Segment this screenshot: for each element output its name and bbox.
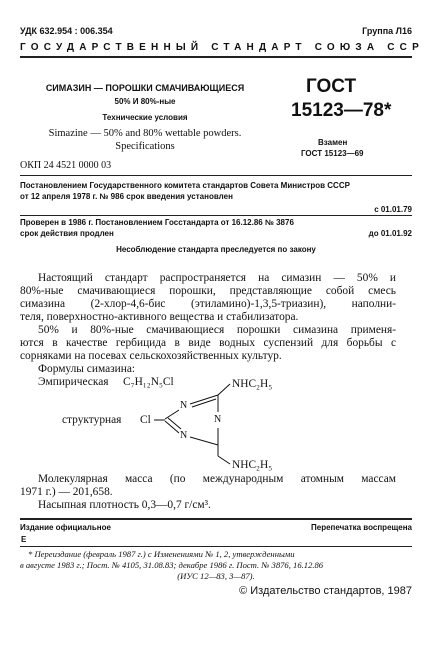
footnote-rule: [20, 546, 412, 547]
extension-line: срок действия продлен: [20, 229, 114, 238]
molecular-mass-line1: Молекулярная масса (по международным атомным массам: [38, 473, 396, 485]
bottom-nh-bond: [218, 456, 230, 464]
paragraph-line: сорняками на посевах сельскохозяйственных культур.: [20, 350, 282, 362]
ring-double-bond: [192, 399, 216, 407]
legal-warning: Несоблюдение стандарта преследуется по закону: [116, 245, 316, 254]
udk-code: УДК 632.954 : 006.354: [20, 26, 113, 36]
state-standard-heading: ГОСУДАРСТВЕННЫЙ СТАНДАРТ СОЮЗА ССР: [20, 42, 424, 53]
paragraph-line: 50% и 80%-ные смачивающиеся порошки симазина применя-: [38, 324, 396, 336]
title-en-line2: Specifications: [115, 141, 175, 152]
group-code: Группа Л16: [362, 26, 412, 36]
title-ru-line2: 50% И 80%-ные: [114, 97, 176, 106]
reprint-forbidden-label: Перепечатка воспрещена: [311, 523, 412, 532]
ring-bond: [165, 410, 179, 419]
ring-nitrogen-top: N: [180, 400, 188, 411]
okp-code: ОКП 24 4521 0000 03: [20, 160, 112, 171]
replaces-label: Взамен: [318, 138, 348, 147]
validity-date: до 01.01.92: [368, 229, 412, 238]
official-edition-label: Издание официальное: [20, 523, 111, 532]
bottom-amino-group: NHC₂H₅: [232, 459, 273, 471]
reissue-note-line1: * Переиздание (февраль 1987 г.) с Изменениями № 1, 2, утвержденными: [28, 549, 295, 559]
approval-line2: от 12 апреля 1978 г. № 986 срок введения установлен: [20, 192, 233, 201]
ring-double-bond: [168, 418, 181, 429]
footer-rule: [20, 518, 412, 520]
paragraph-line: ются в качестве гербицида в виде водных суспензий для борьбы с: [20, 337, 396, 349]
introduction-date: с 01.01.79: [374, 205, 412, 214]
structural-label: структурная: [62, 414, 122, 426]
paragraph-line: теля, поверхностно-активного вещества и стабилизатора.: [20, 311, 299, 323]
copyright-notice: © Издательство стандартов, 1987: [239, 585, 412, 597]
ring-bond: [190, 437, 218, 445]
replaces-standard: ГОСТ 15123—69: [301, 149, 364, 158]
gost-label: ГОСТ: [306, 76, 357, 97]
formulas-label: Формулы симазина:: [38, 363, 136, 375]
edition-mark: E: [21, 535, 27, 544]
paragraph-line: 80%-ные смачивающиеся порошки, представляющие собой смесь: [20, 285, 396, 297]
reissue-note-line2: в августе 1983 г.; Пост. № 4105, 31.08.83; декабре 1986 г. Пост. № 3876, 16.12.86: [20, 560, 324, 570]
top-amino-group: NHC₂H₅: [232, 378, 273, 390]
ring-bond: [165, 421, 179, 433]
empirical-formula: C₇H₁₂N₅Cl: [123, 376, 174, 388]
gost-number: 15123—78*: [291, 100, 392, 121]
paragraph-line: симазина (2-хлор-4,6-бис (этиламино)-1,3,5-триазин), наполни-: [20, 298, 396, 310]
ring-nitrogen-bottom: N: [180, 430, 188, 441]
paragraph-line: Настоящий стандарт распространяется на симазин — 50% и: [38, 272, 396, 284]
bulk-density: Насыпная плотность 0,3—0,7 г/см³.: [38, 499, 211, 511]
title-en-line1: Simazine — 50% and 80% wettable powders.: [48, 128, 242, 139]
title-ru-subtitle: Технические условия: [102, 113, 188, 122]
empirical-label: Эмпирическая: [38, 376, 109, 388]
top-nh-bond: [218, 384, 230, 395]
title-ru-line1: СИМАЗИН — ПОРОШКИ СМАЧИВАЮЩИЕСЯ: [45, 83, 245, 93]
molecular-mass-line2: 1971 г.) — 201,658.: [20, 486, 113, 498]
reissue-note-line3: (ИУС 12—83, 3—87).: [177, 571, 255, 581]
approval-line1: Постановлением Государственного комитета стандартов Совета Министров СССР: [20, 181, 350, 190]
ring-nitrogen-right: N: [214, 414, 222, 425]
chlorine-atom: Cl: [140, 414, 151, 426]
verification-line: Проверен в 1986 г. Постановлением Госстандарта от 16.12.86 № 3876: [20, 218, 294, 227]
